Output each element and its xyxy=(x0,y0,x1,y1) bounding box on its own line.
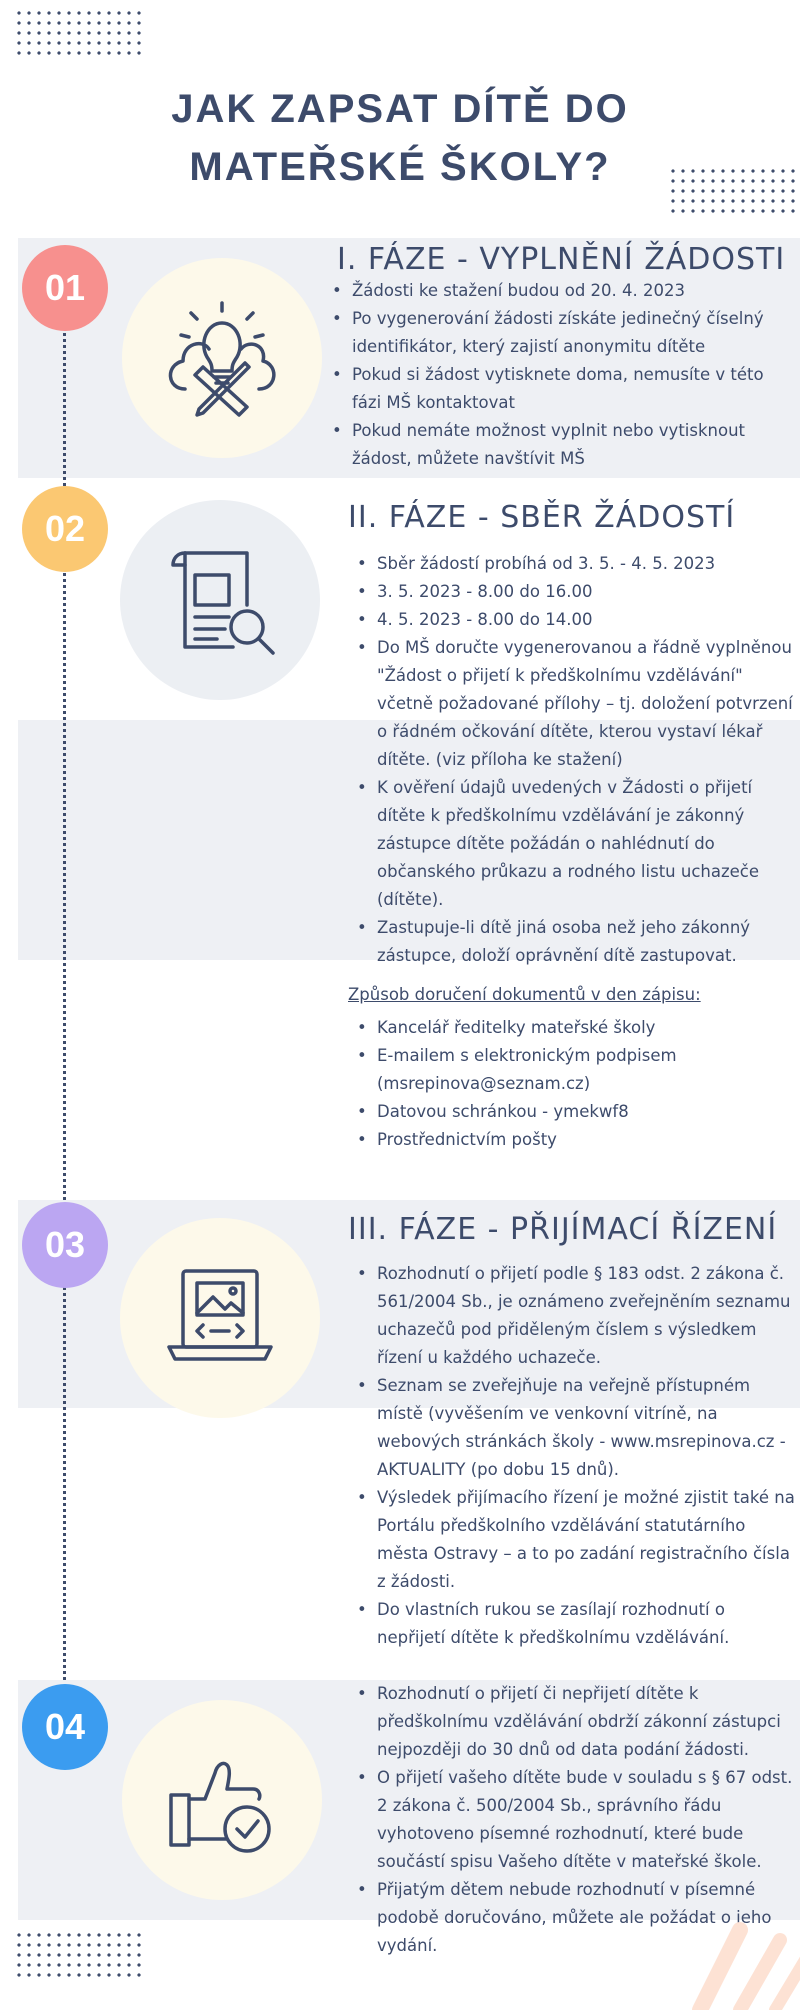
list-item: • 3. 5. 2023 - 8.00 do 16.00 xyxy=(355,578,795,606)
phase-4-number: 04 xyxy=(22,1684,108,1770)
phase-1-title: I. FÁZE - VYPLNĚNÍ ŽÁDOSTI xyxy=(337,242,786,277)
list-item: • Do MŠ doručte vygenerovanou a řádně vyplněnou "Žádost o přijetí k předškolnímu vzdělávání" včetně požadované přílohy – tj. doložení potvrzení o řádném očkování dítěte, kterou vystaví lékař dítěte. (viz příloha ke stažení) xyxy=(355,634,795,774)
page-title-line-2: MATEŘSKÉ ŠKOLY? xyxy=(189,145,611,189)
list-item: • Výsledek přijímacího řízení je možné zjistit také na Portálu předškolního vzdělávání statutárního města Ostravy – a to po zadání registračního čísla z žádosti. xyxy=(355,1484,795,1596)
list-item: • Rozhodnutí o přijetí či nepřijetí dítěte k předškolnímu vzdělávání obdrží zákonní zástupci nejpozději do 30 dnů od data podání žádosti. xyxy=(355,1680,800,1764)
list-item: • Seznam se zveřejňuje na veřejně přístupném místě (vyvěšením ve venkovní vitríně, na webových stránkách školy - www.msrepinova.cz - AKTUALITY (po dobu 15 dnů). xyxy=(355,1372,795,1484)
list-item: • Do vlastních rukou se zasílají rozhodnutí o nepřijetí dítěte k předškolnímu vzdělávání. xyxy=(355,1596,795,1652)
phase-3-title: III. FÁZE - PŘIJÍMACÍ ŘÍZENÍ xyxy=(348,1212,778,1247)
list-item: • Po vygenerování žádosti získáte jedinečný číselný identifikátor, který zajistí anonymitu dítěte xyxy=(330,305,775,361)
laptop-image-icon xyxy=(155,1253,285,1383)
delivery-list xyxy=(355,1014,685,1154)
list-item: • Pokud nemáte možnost vyplnit nebo vytisknout žádost, můžete navštívit MŠ xyxy=(330,417,775,473)
decorative-brush-strokes xyxy=(680,1920,800,2010)
phase-2-number: 02 xyxy=(22,486,108,572)
decorative-dots-bottom-left xyxy=(14,1930,144,1980)
list-item: • Kancelář ředitelky mateřské školy xyxy=(355,1014,685,1042)
phase-4-icon-circle xyxy=(122,1700,322,1900)
list-item: • 4. 5. 2023 - 8.00 do 14.00 xyxy=(355,606,795,634)
phase-3-number: 03 xyxy=(22,1202,108,1288)
page-title xyxy=(0,80,800,196)
document-search-icon xyxy=(155,535,285,665)
list-item: • Sběr žádostí probíhá od 3. 5. - 4. 5. 2023 xyxy=(355,550,795,578)
list-item: • Rozhodnutí o přijetí podle § 183 odst. 2 zákona č. 561/2004 Sb., je oznámeno zveřejněním seznamu uchazečů pod přiděleným číslem s výsledkem řízení u každého uchazeče. xyxy=(355,1260,795,1372)
list-item: • Přijatým dětem nebude rozhodnutí v písemné podobě doručováno, můžete ale požádat o jeho vydání. xyxy=(355,1876,800,1960)
list-item: • Zastupuje-li dítě jiná osoba než jeho zákonný zástupce, doloží oprávnění dítě zastupovat. xyxy=(355,914,795,970)
phase-1-list xyxy=(330,277,775,473)
phase-1-number: 01 xyxy=(22,245,108,331)
list-item: • K ověření údajů uvedených v Žádosti o přijetí dítěte k předškolnímu vzdělávání je zákonný zástupce dítěte požádán o nahlédnutí do občanského průkazu a rodného listu uchazeče (dítěte). xyxy=(355,774,795,914)
delivery-heading: Způsob doručení dokumentů v den zápisu: xyxy=(348,985,701,1004)
phase-1-icon-circle xyxy=(122,258,322,458)
list-item: • O přijetí vašeho dítěte bude v souladu s § 67 odst. 2 zákona č. 500/2004 Sb., správního řádu vyhotoveno písemné rozhodnutí, které bude součástí spisu Vašeho dítěte v mateřské škole. xyxy=(355,1764,800,1876)
decorative-dots-top-left xyxy=(14,8,144,60)
phase-2-list xyxy=(355,550,795,970)
list-item: • Prostřednictvím pošty xyxy=(355,1126,685,1154)
phase-2-icon-circle xyxy=(120,500,320,700)
lightbulb-tools-icon xyxy=(157,293,287,423)
list-item: • Žádosti ke stažení budou od 20. 4. 2023 xyxy=(330,277,775,305)
phase-3-icon-circle xyxy=(120,1218,320,1418)
phase-4-list xyxy=(355,1680,800,1960)
phase-2-title: II. FÁZE - SBĚR ŽÁDOSTÍ xyxy=(348,500,736,535)
list-item: • E-mailem s elektronickým podpisem (msrepinova@seznam.cz) xyxy=(355,1042,685,1098)
list-item: • Datovou schránkou - ymekwf8 xyxy=(355,1098,685,1126)
phase-3-list xyxy=(355,1260,795,1652)
page-title-line-1: JAK ZAPSAT DÍTĚ DO xyxy=(171,87,629,131)
thumbs-up-check-icon xyxy=(157,1735,287,1865)
list-item: • Pokud si žádost vytisknete doma, nemusíte v této fázi MŠ kontaktovat xyxy=(330,361,775,417)
